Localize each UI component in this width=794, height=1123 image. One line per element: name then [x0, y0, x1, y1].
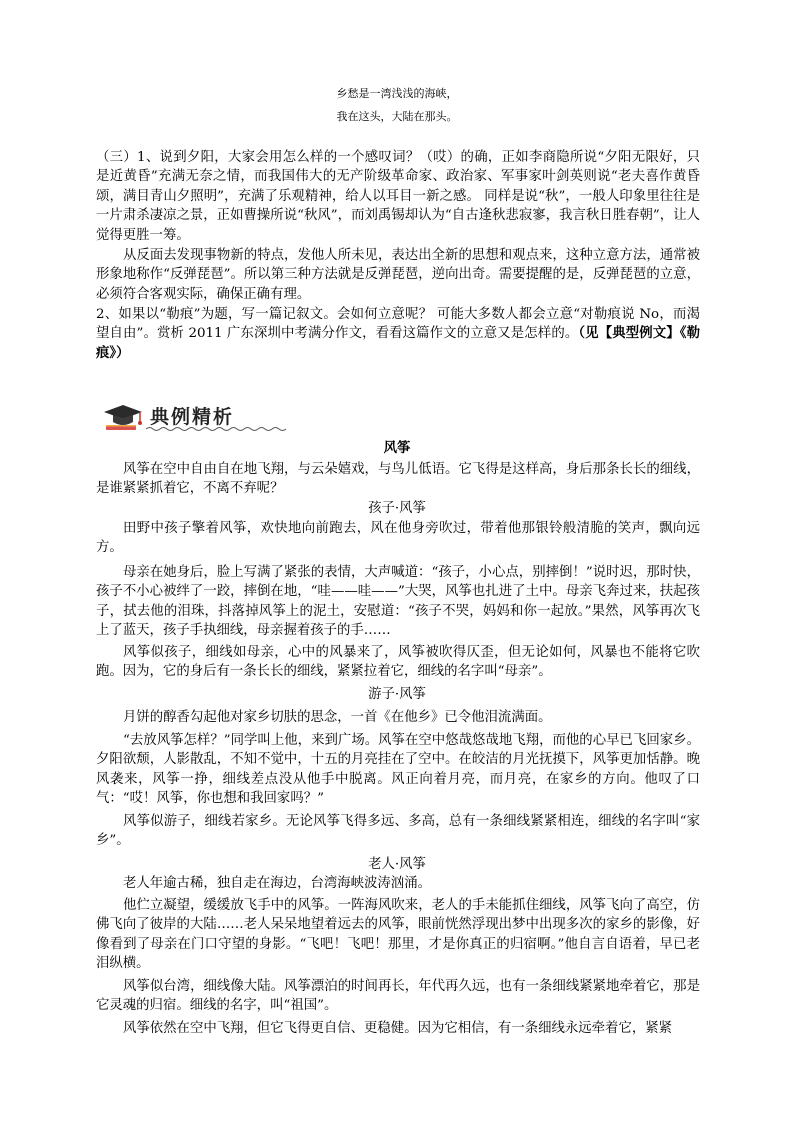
graduation-cap-icon — [100, 402, 146, 432]
part3-paragraph-3 — [96, 305, 700, 363]
section-header — [100, 400, 300, 432]
old-man-paragraph-3: 风筝似台湾，细线像大陆。风筝漂泊的时间再长，年代再久远，也有一条细线紧紧地牵着它，那是它灵魂的归宿。细线的名字，叫“祖国”。 — [96, 979, 700, 1014]
wanderer-paragraph-2: “去放风筝怎样？”同学叫上他，来到广场。风筝在空中悠哉悠哉地飞翔，而他的心早已飞回家乡。夕阳欲颓，人影散乱，不知不觉中，十五的月亮挂在了空中。在皎洁的月光抚摸下，风筝更加恬静。晚风袭来，风筝一挣，细线差点没从他手中脱离。风正向着月亮，而月亮，在家乡的方向。他叹了口气：“哎！风筝，你也想和我回家吗？” — [96, 733, 700, 807]
poem-line-2: 我在这头，大陆在那头。 — [336, 110, 458, 123]
part3-paragraph-2: 从反面去发现事物新的特点，发他人所未见，表达出全新的思想和观点来，这种立意方法，通常被形象地称作“反弹琵琶”。所以第三种方法就是反弹琵琶，逆向出奇。需要提醒的是，反弹琵琶的立意，必须符合客观实际，确保正确有理。 — [96, 248, 700, 302]
subtitle-wanderer: 游子·风筝 — [368, 687, 426, 702]
old-man-paragraph-1: 老人年逾古稀，独自走在海边，台湾海峡波涛汹涌。 — [123, 876, 431, 891]
essay-intro: 风筝在空中自由自在地飞翔，与云朵嬉戏，与鸟儿低语。它飞得是这样高，身后那条长长的细线，是谁紧紧抓着它，不离不弃呢？ — [96, 462, 700, 497]
old-man-paragraph-4: 风筝依然在空中飞翔，但它飞得更自信、更稳健。因为它相信，有一条细线永远牵着它，紧紧 — [123, 1021, 673, 1036]
example-essay-reference: （见【典型例文】《勒痕》） — [96, 325, 700, 361]
part3-question-text: 2、如果以“勒痕”为题，写一篇记叙文。会如何立意呢？ 可能大多数人都会立意“对勒痕说 No，而渴望自由”。赏析 2011 广东深圳中考满分作文，看看这篇作文的立意又是怎样的。 — [96, 307, 700, 342]
part3-paragraph-1: （三）1、说到夕阳，大家会用怎么样的一个感叹词？（哎）的确，正如李商隐所说“夕阳无限好，只是近黄昏”充满无奈之情，而我国伟大的无产阶级革命家、政治家、军事家叶剑英则说“老夫喜作黄昏颂，满目青山夕照明”，充满了乐观精神，给人以耳目一新之感。 同样是说“秋”，一般人印象里往往是一片肃杀凄凉之景，正如曹操所说“秋风”，而刘禹锡却认为“自古逢秋悲寂寥，我言秋日胜春朝”，让人觉得更胜一筹。 — [96, 150, 700, 243]
wanderer-paragraph-1: 月饼的醇香勾起他对家乡切肤的思念，一首《在他乡》已令他泪流满面。 — [123, 710, 552, 725]
poem-line-1: 乡愁是一湾浅浅的海峡， — [336, 87, 458, 100]
subtitle-child: 孩子·风筝 — [368, 501, 426, 516]
essay-title: 风筝 — [383, 440, 411, 456]
section-title: 典例精析 — [150, 406, 235, 428]
wanderer-paragraph-3: 风筝似游子，细线若家乡。无论风筝飞得多远、多高，总有一条细线紧紧相连，细线的名字叫“家乡”。 — [96, 814, 700, 849]
child-paragraph-2: 母亲在她身后，脸上写满了紧张的表情，大声喊道：“孩子，小心点，别摔倒！”说时迟，那时快，孩子不小心被绊了一跤，摔倒在地，“哇——哇——”大哭，风筝也扎进了土中。母亲飞奔过来，扶起孩子，拭去他的泪珠，抖落掉风筝上的泥土，安慰道：“孩子不哭，妈妈和你一起放。”果然，风筝再次飞上了蓝天，孩子手执细线，母亲握着孩子的手…… — [96, 565, 700, 639]
old-man-paragraph-2: 他伫立凝望，缓缓放飞手中的风筝。一阵海风吹来，老人的手未能抓住细线，风筝飞向了高空，仿佛飞向了彼岸的大陆……老人呆呆地望着远去的风筝，眼前恍然浮现出梦中出现多次的家乡的影像，好像看到了母亲在门口守望的身影。“飞吧！飞吧！那里，才是你真正的归宿啊。”他自言自语着，早已老泪纵横。 — [96, 898, 700, 972]
child-paragraph-1: 田野中孩子擎着风筝，欢快地向前跑去，风在他身旁吹过，带着他那银铃般清脆的笑声，飘向远方。 — [96, 521, 700, 556]
subtitle-old-man: 老人·风筝 — [368, 857, 426, 872]
child-paragraph-3: 风筝似孩子，细线如母亲，心中的风暴来了，风筝被吹得仄歪，但无论如何，风暴也不能将它吹跑。因为，它的身后有一条长长的细线，紧紧拉着它，细线的名字叫“母亲”。 — [96, 645, 700, 680]
wavy-underline — [146, 426, 286, 432]
